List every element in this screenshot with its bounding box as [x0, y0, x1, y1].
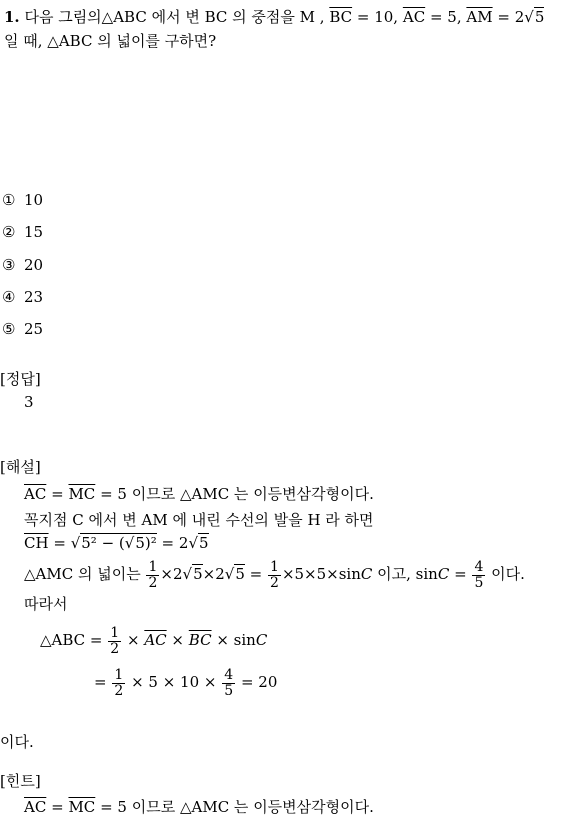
- fraction-half: $\frac{1}{2}$: [270, 559, 279, 591]
- choice-value: 23: [24, 288, 44, 306]
- hint-line-1: $\overline{AC} = \overline{MC} = 5$ 이므로 △AMC 는 이등변삼각형이다.: [24, 798, 374, 816]
- segment-bc: $\overline{BC}$: [329, 8, 353, 26]
- equation-line-2: = $\frac{1}{2}$ × 5 × 10 × $\frac{4}{5}$ = 20: [94, 667, 278, 699]
- solution-closing: 이다.: [0, 733, 34, 751]
- bc-value: = 10,: [356, 8, 399, 26]
- problem-number: 1.: [4, 8, 20, 26]
- choice-value: 15: [24, 223, 44, 241]
- choice-value: 10: [24, 191, 44, 209]
- solution-line-1: $\overline{AC} = \overline{MC} = 5$ 이므로 △AMC 는 이등변삼각형이다.: [24, 485, 374, 503]
- equation-line-1: △ABC = $\frac{1}{2}$ × $\overline{AC} \times \overline{BC} \times \sin C$: [40, 625, 268, 657]
- solution-header: [해설]: [0, 458, 41, 476]
- solution-line-5: 따라서: [24, 595, 68, 613]
- solution-line-3: $\overline{CH} = √5^2 - (√5)^2 = 2√5$: [24, 534, 209, 552]
- ac-value: = 5,: [429, 8, 462, 26]
- problem-text-prefix: 다음 그림의△ABC 에서 변 BC 의 중점을 M ,: [24, 8, 325, 26]
- choice-5[interactable]: [2, 320, 43, 338]
- choice-value: 25: [24, 320, 44, 338]
- choice-marker: ③: [2, 256, 16, 274]
- problem-line-1: [4, 6, 544, 27]
- fraction-half: $\frac{1}{2}$: [148, 559, 158, 591]
- am-sqrt: √5: [524, 8, 545, 26]
- choice-marker: ①: [2, 191, 16, 209]
- choice-3[interactable]: [2, 256, 43, 274]
- choice-1[interactable]: [2, 191, 43, 209]
- segment-ac: $\overline{AC}$: [402, 8, 426, 26]
- segment-am: $\overline{AM}$: [466, 8, 493, 26]
- sqrt-expression: √5² − (√5)²: [70, 534, 157, 552]
- am-value: = 2: [497, 8, 525, 26]
- answer-value: 3: [24, 393, 34, 411]
- choice-marker: ②: [2, 223, 16, 241]
- choice-marker: ⑤: [2, 320, 16, 338]
- solution-line-2: 꼭지점 C 에서 변 AM 에 내린 수선의 발을 H 라 하면: [24, 511, 374, 529]
- choice-marker: ④: [2, 288, 16, 306]
- answer-header: [정답]: [0, 370, 41, 388]
- choice-2[interactable]: [2, 223, 43, 241]
- hint-header: [힌트]: [0, 772, 41, 790]
- problem-line-2: 일 때, △ABC 의 넓이를 구하면?: [4, 32, 217, 50]
- choice-4[interactable]: [2, 288, 43, 306]
- solution-line-4: △AMC 의 넓이는 $\frac{1}{2}$ ×2√5×2√5 = $\frac{1}{2}$ ×5×5×sinC 이고, sinC = $\frac{4}{5}$ 이다.: [24, 559, 525, 591]
- fraction-four-fifths: $\frac{4}{5}$: [474, 559, 484, 591]
- choice-value: 20: [24, 256, 44, 274]
